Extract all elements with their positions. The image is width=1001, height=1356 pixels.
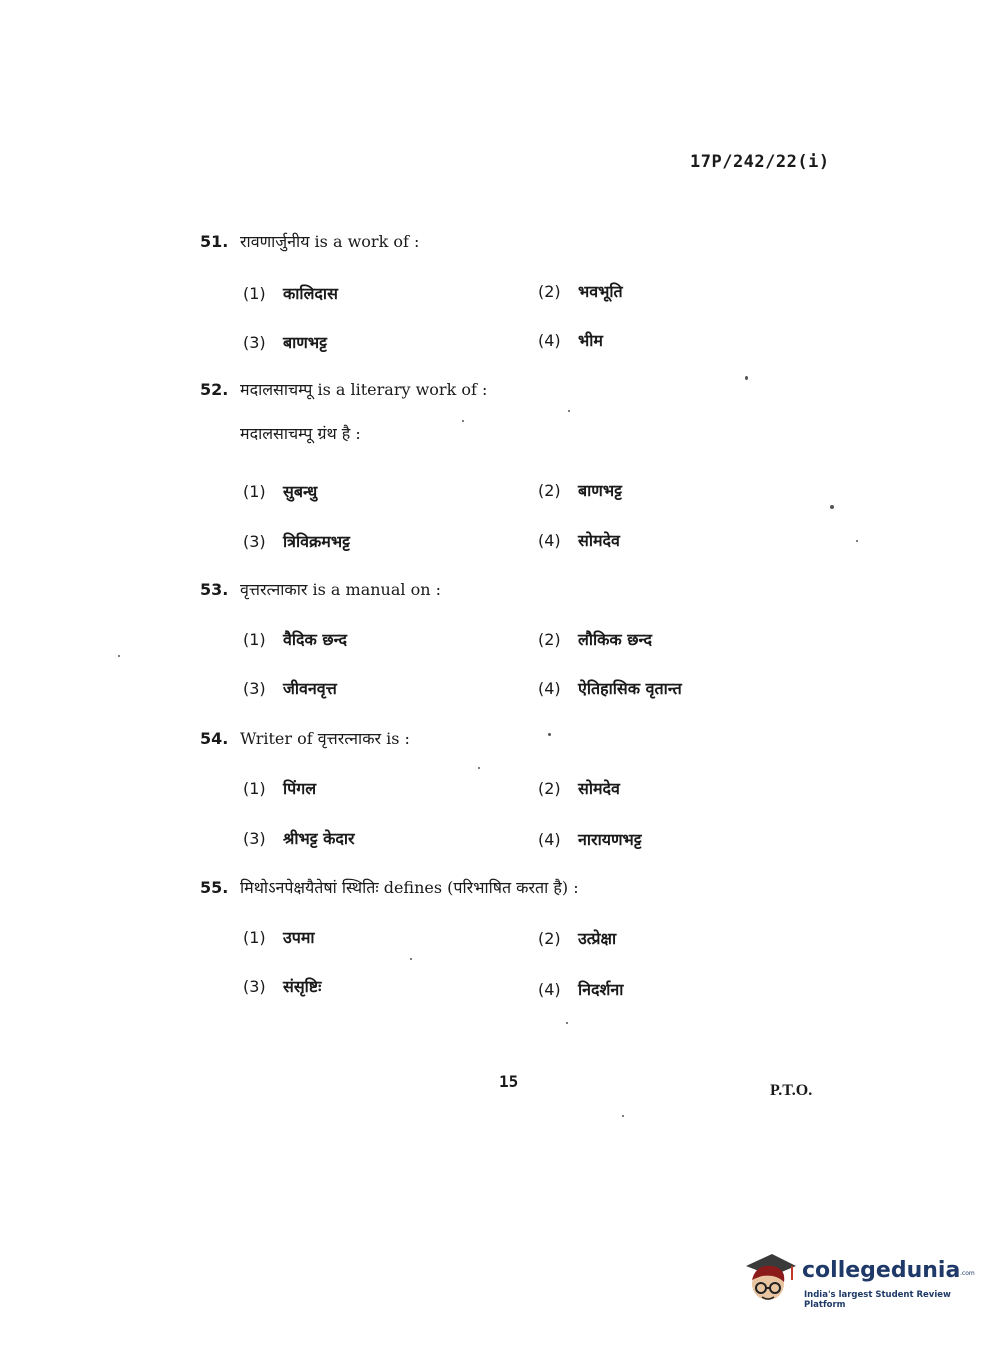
option-text: वैदिक छन्द bbox=[283, 630, 348, 649]
option-number: (4) bbox=[538, 331, 561, 350]
option-text: संसृष्टिः bbox=[283, 977, 322, 996]
question-text: रावणार्जुनीय is a work of : bbox=[240, 232, 420, 251]
collegedunia-logo-icon bbox=[742, 1252, 798, 1312]
option-52-1 bbox=[243, 480, 317, 502]
option-52-3 bbox=[243, 530, 350, 552]
option-number: (1) bbox=[243, 779, 266, 798]
option-52-4 bbox=[538, 529, 620, 551]
question-54 bbox=[200, 727, 840, 751]
option-55-2 bbox=[538, 927, 616, 949]
option-number: (1) bbox=[243, 482, 266, 501]
scan-speck bbox=[568, 410, 570, 412]
question-text: वृत्तरत्नाकार is a manual on : bbox=[240, 580, 442, 599]
option-text: पिंगल bbox=[283, 779, 317, 798]
question-text: Writer of वृत्तरत्नाकर is : bbox=[240, 729, 410, 748]
option-number: (3) bbox=[243, 829, 266, 848]
option-55-4 bbox=[538, 978, 623, 1000]
option-number: (2) bbox=[538, 282, 561, 301]
option-number: (2) bbox=[538, 630, 561, 649]
scan-speck bbox=[566, 1022, 568, 1024]
option-number: (2) bbox=[538, 929, 561, 948]
option-54-1 bbox=[243, 777, 316, 799]
option-text: नारायणभट्ट bbox=[578, 830, 642, 849]
scan-speck bbox=[462, 420, 464, 422]
option-text: लौकिक छन्द bbox=[578, 630, 652, 649]
scan-speck bbox=[548, 733, 551, 736]
question-52 bbox=[200, 378, 840, 444]
option-number: (1) bbox=[243, 630, 266, 649]
option-number: (3) bbox=[243, 532, 266, 551]
brand-name: collegedunia bbox=[802, 1258, 961, 1283]
scan-speck bbox=[118, 655, 120, 657]
option-number: (3) bbox=[243, 679, 266, 698]
option-number: (4) bbox=[538, 679, 561, 698]
scan-speck bbox=[745, 376, 748, 380]
scan-speck bbox=[830, 505, 834, 509]
question-51 bbox=[200, 230, 840, 254]
option-text: भवभूति bbox=[578, 282, 623, 301]
question-number: 55. bbox=[200, 878, 229, 897]
brand-domain: .com bbox=[960, 1270, 975, 1277]
scan-speck bbox=[856, 540, 858, 542]
option-text: भीम bbox=[578, 331, 603, 350]
option-text: ऐतिहासिक वृतान्त bbox=[578, 679, 682, 698]
option-51-3 bbox=[243, 331, 327, 353]
option-54-3 bbox=[243, 827, 355, 849]
option-number: (3) bbox=[243, 977, 266, 996]
page-number: 15 bbox=[499, 1072, 519, 1091]
brand-tagline: India's largest Student Review Platform bbox=[804, 1290, 951, 1310]
option-text: उपमा bbox=[283, 928, 315, 947]
question-number: 51. bbox=[200, 232, 229, 251]
please-turn-over: P.T.O. bbox=[770, 1082, 813, 1099]
question-subtext: मदालसाचम्पू ग्रंथ है : bbox=[240, 424, 361, 443]
paper-code: 17P/242/22(i) bbox=[690, 152, 830, 172]
option-number: (2) bbox=[538, 481, 561, 500]
question-number: 54. bbox=[200, 729, 229, 748]
scan-speck bbox=[622, 1115, 624, 1117]
option-text: बाणभट्ट bbox=[578, 481, 622, 500]
option-53-1 bbox=[243, 628, 347, 650]
option-51-1 bbox=[243, 282, 338, 304]
scan-speck bbox=[410, 958, 412, 960]
option-text: उत्प्रेक्षा bbox=[578, 929, 617, 948]
option-text: जीवनवृत्त bbox=[283, 679, 337, 698]
option-text: सोमदेव bbox=[578, 779, 620, 798]
option-number: (2) bbox=[538, 779, 561, 798]
option-text: सुबन्धु bbox=[283, 482, 318, 501]
scan-speck bbox=[478, 767, 480, 769]
option-text: सोमदेव bbox=[578, 531, 620, 550]
option-54-4 bbox=[538, 828, 642, 850]
collegedunia-watermark bbox=[742, 1252, 975, 1312]
option-53-4 bbox=[538, 677, 682, 699]
option-51-2 bbox=[538, 280, 623, 302]
option-53-2 bbox=[538, 628, 652, 650]
option-53-3 bbox=[243, 677, 337, 699]
question-number: 52. bbox=[200, 380, 229, 399]
question-53 bbox=[200, 578, 840, 602]
option-number: (3) bbox=[243, 333, 266, 352]
question-text: मदालसाचम्पू is a literary work of : bbox=[240, 380, 488, 399]
option-55-1 bbox=[243, 926, 315, 948]
option-text: श्रीभट्ट केदार bbox=[283, 829, 355, 848]
option-text: त्रिविक्रमभट्ट bbox=[283, 532, 350, 551]
option-number: (1) bbox=[243, 284, 266, 303]
option-54-2 bbox=[538, 777, 620, 799]
option-text: कालिदास bbox=[283, 284, 338, 303]
option-number: (1) bbox=[243, 928, 266, 947]
question-text: मिथोऽनपेक्षयैतेषां स्थितिः defines (परिभाषित करता है) : bbox=[240, 878, 579, 897]
question-number: 53. bbox=[200, 580, 229, 599]
option-55-3 bbox=[243, 975, 321, 997]
option-text: बाणभट्ट bbox=[283, 333, 327, 352]
option-text: निदर्शना bbox=[578, 980, 624, 999]
option-51-4 bbox=[538, 329, 603, 351]
option-number: (4) bbox=[538, 980, 561, 999]
option-number: (4) bbox=[538, 830, 561, 849]
option-52-2 bbox=[538, 479, 622, 501]
question-55 bbox=[200, 876, 840, 900]
option-number: (4) bbox=[538, 531, 561, 550]
